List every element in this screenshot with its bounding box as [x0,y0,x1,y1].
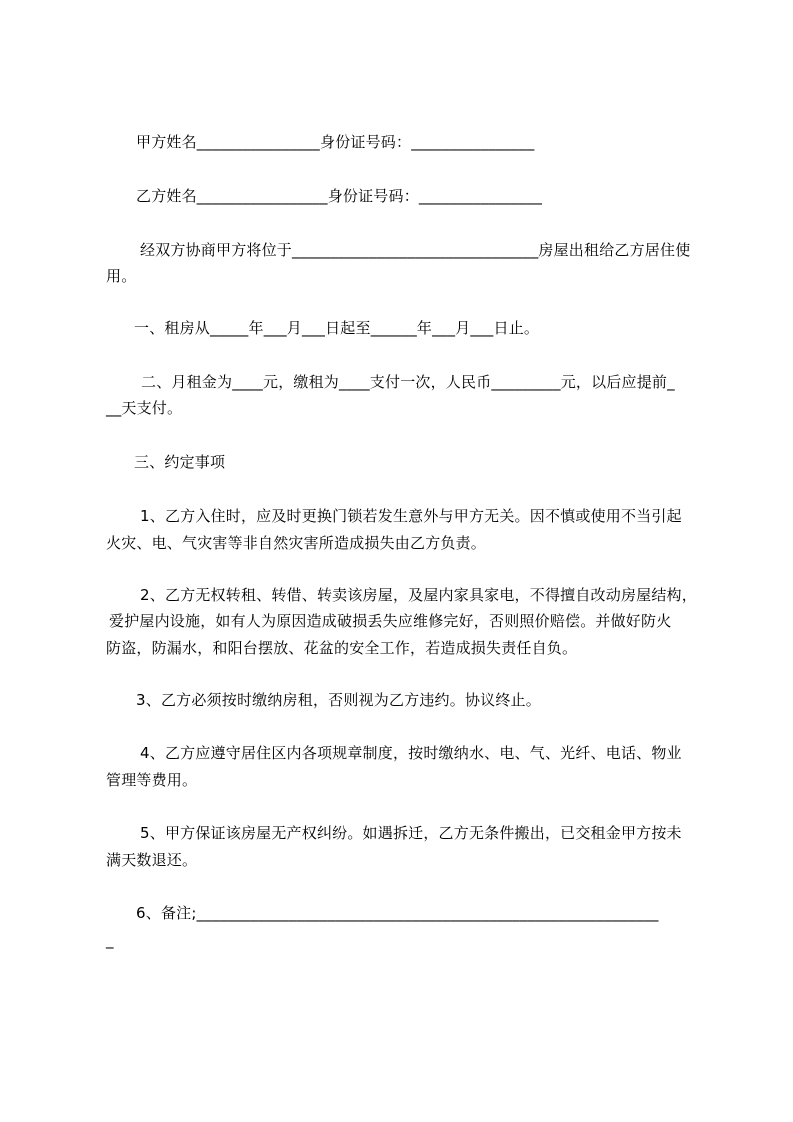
item-2-line-3: 防盗，防漏水，和阳台摆放、花盆的安全工作，若造成损失责任自负。 [106,639,578,657]
item-4-line-2: 管理等费用。 [106,771,198,789]
intro-line-2: 用。 [106,267,137,285]
party-a-line: 甲方姓名________________身份证号码：________________ [136,133,535,151]
item-6-remarks-line-2: _ [106,931,114,949]
section-2-line-2: __天支付。 [106,399,183,417]
item-4-line-1: 4、乙方应遵守居住区内各项规章制度，按时缴纳水、电、气、光纤、电话、物业 [140,744,682,762]
item-1-line-1: 1、乙方入住时，应及时更换门锁若发生意外与甲方无关。因不慎或使用不当引起 [140,507,682,525]
item-3-line-1: 3、乙方必须按时缴纳房租，否则视为乙方违约。协议终止。 [136,691,541,709]
item-6-remarks-line-1: 6、备注;____________________________________________________________ [136,904,659,922]
section-1-lease-term: 一、租房从_____年___月___日起至______年___月___日止。 [134,319,540,337]
section-3-title: 三、约定事项 [134,453,226,471]
section-2-line-1: 二、月租金为____元，缴租为____支付一次，人民币_________元，以后应提前_ [141,373,675,391]
item-2-line-2: 爱护屋内设施，如有人为原因造成破损丢失应维修完好，否则照价赔偿。并做好防火 [109,612,672,630]
item-2-line-1: 2、乙方无权转租、转借、转卖该房屋，及屋内家具家电，不得擅自改动房屋结构， [140,586,697,604]
intro-line-1: 经双方协商甲方将位于________________________________房屋出租给乙方居住使 [140,241,691,259]
item-5-line-1: 5、甲方保证该房屋无产权纠纷。如遇拆迁，乙方无条件搬出，已交租金甲方按未 [140,824,682,842]
item-1-line-2: 火灾、电、气灾害等非自然灾害所造成损失由乙方负责。 [106,534,487,552]
party-b-line: 乙方姓名_________________身份证号码：________________ [136,187,543,205]
item-5-line-2: 满天数退还。 [106,851,198,869]
